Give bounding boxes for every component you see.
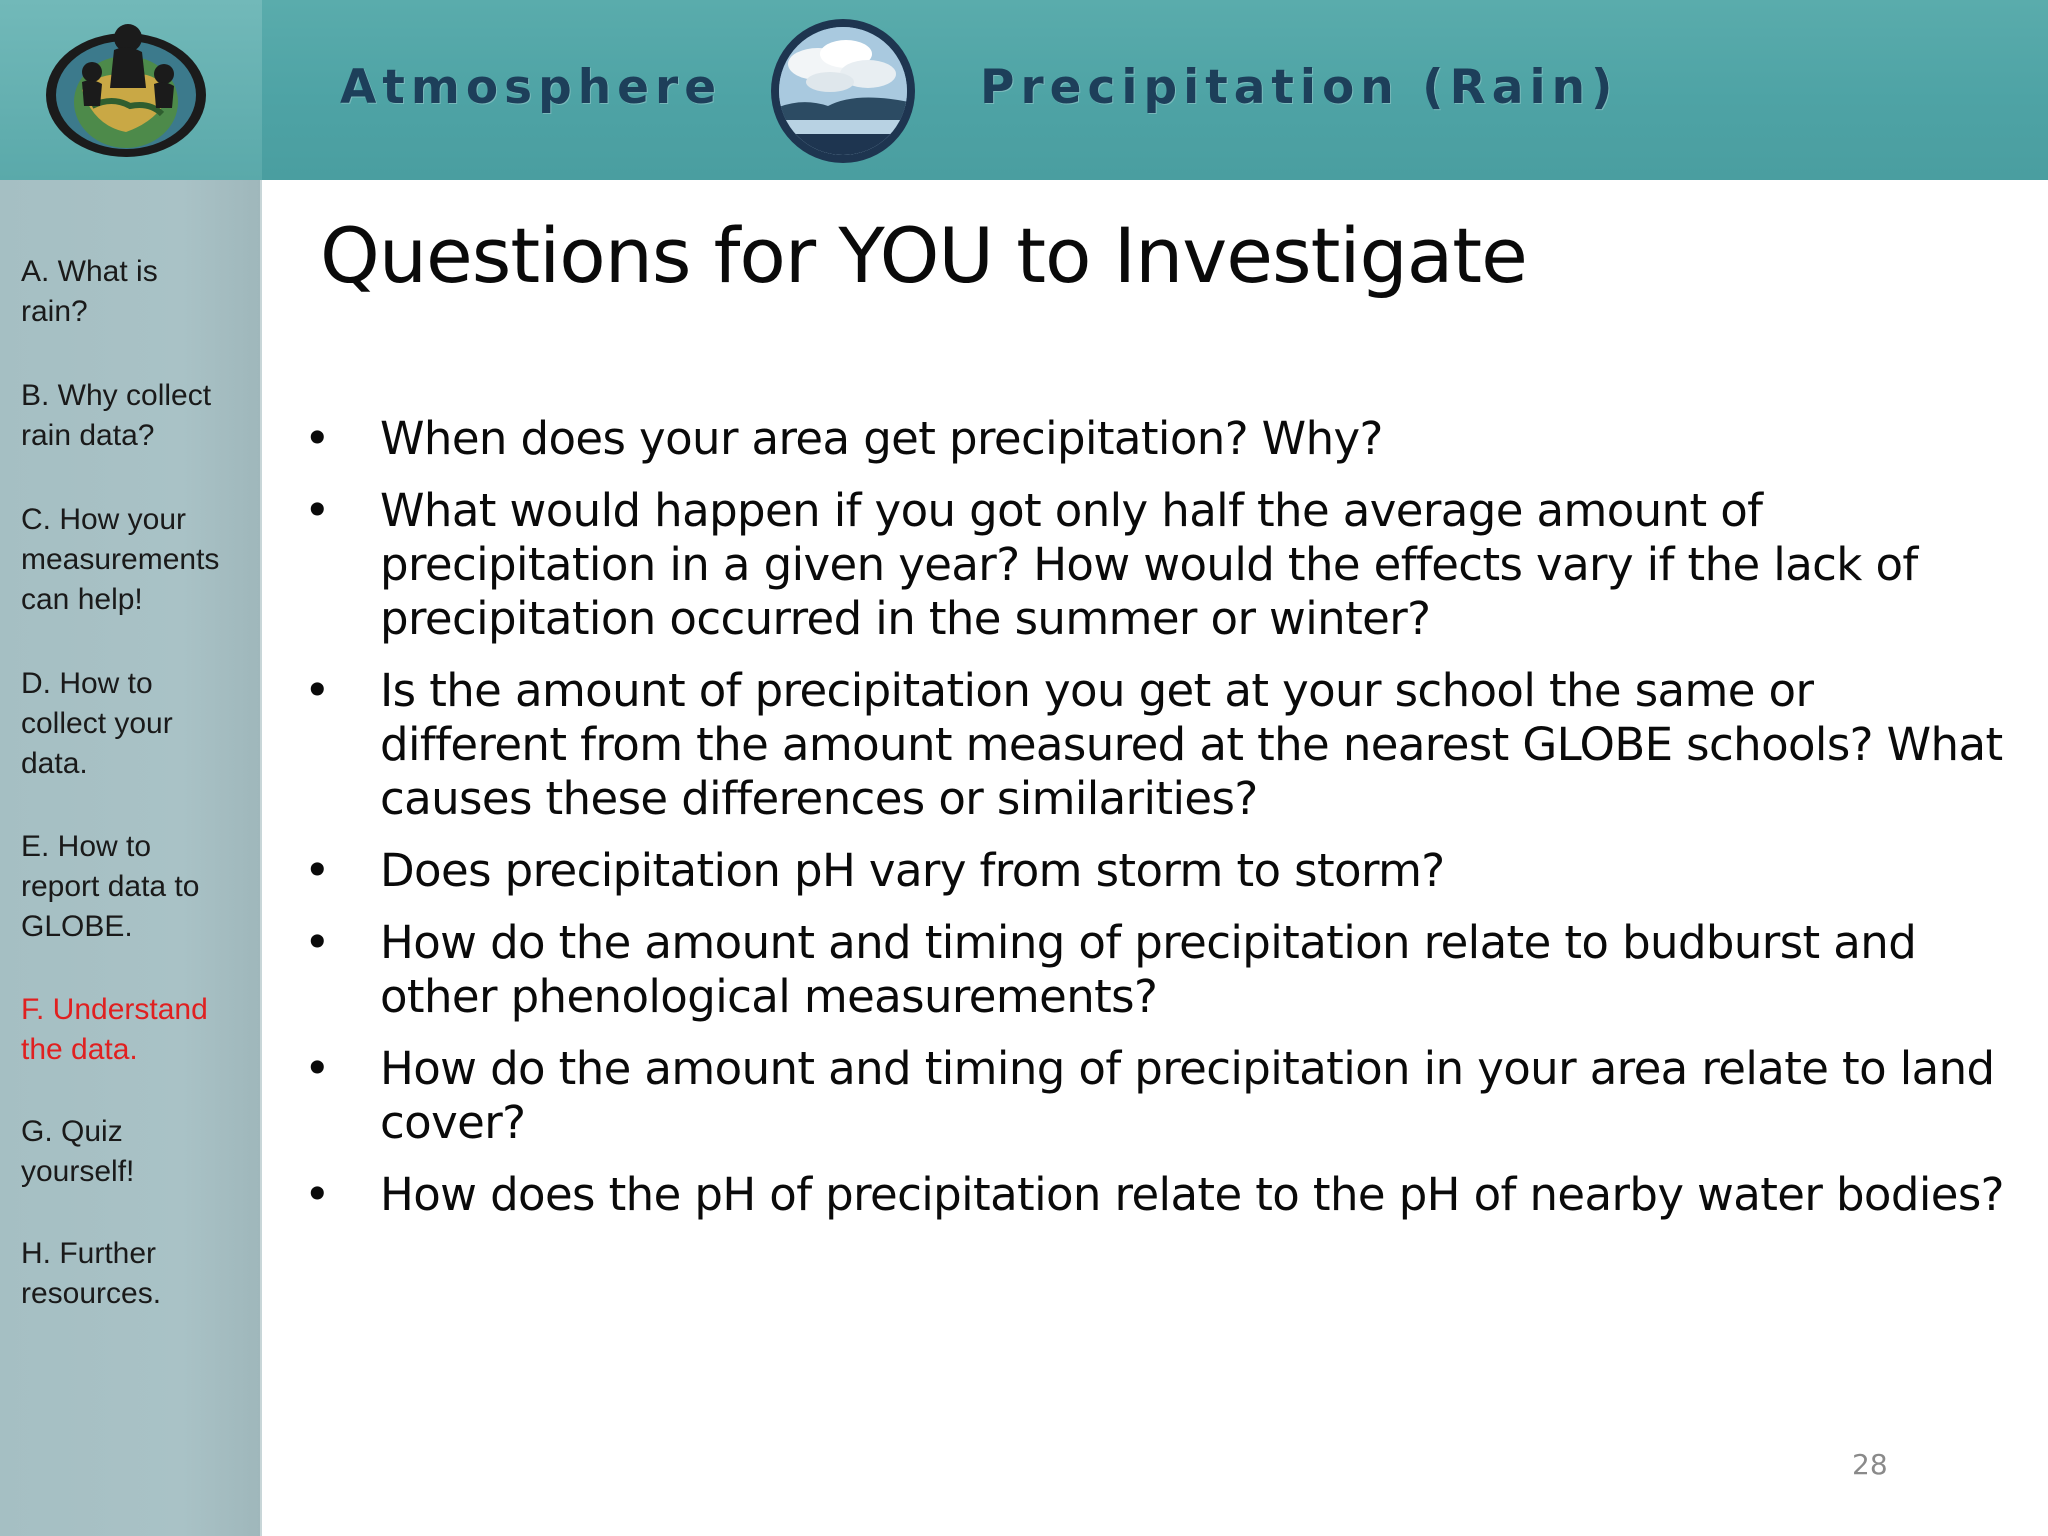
question-text: How do the amount and timing of precipitation relate to budburst and other phenological measurements? [380,916,1917,1023]
sidebar-nav-line: H. Further [21,1237,157,1270]
question-item [290,844,2010,898]
bullet-dot-icon: • [304,844,330,897]
sidebar-nav-line: C. How your [21,503,187,536]
question-text: Does precipitation pH vary from storm to storm? [380,844,1445,897]
question-text: When does your area get precipitation? Why? [380,412,1383,465]
question-item [290,664,2010,826]
globe-logo-icon[interactable] [42,10,210,160]
sidebar-nav-line: collect your [21,707,173,740]
sidebar-nav-line: can help! [21,583,143,616]
question-item [290,412,2010,466]
question-text: Is the amount of precipitation you get at your school the same or different from the amount measured at the nearest GLOBE schools? What causes these differences or similarities? [380,664,2003,825]
question-item [290,916,2010,1024]
sidebar-nav-item-b[interactable] [21,376,253,456]
bullet-dot-icon: • [304,1168,330,1221]
sidebar-nav-line: rain data? [21,419,155,452]
page-title: Questions for YOU to Investigate [320,211,1527,300]
sidebar-nav-line: yourself! [21,1155,135,1188]
cloud-emblem-icon [768,16,918,166]
sidebar-nav-item-c[interactable] [21,500,253,620]
sidebar-nav-line: B. Why collect [21,379,212,412]
question-text: How does the pH of precipitation relate to the pH of nearby water bodies? [380,1168,2004,1221]
question-list [290,412,2010,1240]
sidebar-nav-line: report data to [21,870,200,903]
sidebar-nav-line: F. Understand [21,993,208,1026]
bullet-dot-icon: • [304,484,330,537]
sidebar-nav-line: G. Quiz [21,1115,123,1148]
sidebar-nav-item-e[interactable] [21,827,253,947]
question-item [290,484,2010,646]
bullet-dot-icon: • [304,916,330,969]
sidebar-nav-line: GLOBE. [21,910,133,943]
sidebar-nav-item-g[interactable] [21,1112,253,1192]
sidebar-nav-line: measurements [21,543,220,576]
sidebar-nav-line: the data. [21,1033,138,1066]
sidebar-nav [0,180,262,1536]
sidebar-nav-line: rain? [21,295,88,328]
sidebar-nav-item-f[interactable] [21,990,253,1070]
sidebar-nav-line: A. What is [21,255,158,288]
question-text: What would happen if you got only half the average amount of precipitation in a given year? How would the effects vary if the lack of precipitation occurred in the summer or winter? [380,484,1918,645]
question-item [290,1168,2010,1222]
sidebar-nav-line: D. How to [21,667,153,700]
bullet-dot-icon: • [304,1042,330,1095]
header-section-title: Atmosphere [340,60,723,115]
sidebar-nav-line: E. How to [21,830,152,863]
question-item [290,1042,2010,1150]
sidebar-nav-item-d[interactable] [21,664,253,784]
question-text: How do the amount and timing of precipitation in your area relate to land cover? [380,1042,1995,1149]
header-topic-title: Precipitation (Rain) [980,60,1619,115]
header-bar [0,0,2048,180]
sidebar-nav-line: data. [21,747,88,780]
page-number: 28 [1852,1448,1888,1481]
sidebar-nav-item-h[interactable] [21,1234,253,1314]
bullet-dot-icon: • [304,412,330,465]
sidebar-nav-item-a[interactable] [21,252,253,332]
sidebar-nav-line: resources. [21,1277,162,1310]
logo-block [0,0,262,180]
bullet-dot-icon: • [304,664,330,717]
